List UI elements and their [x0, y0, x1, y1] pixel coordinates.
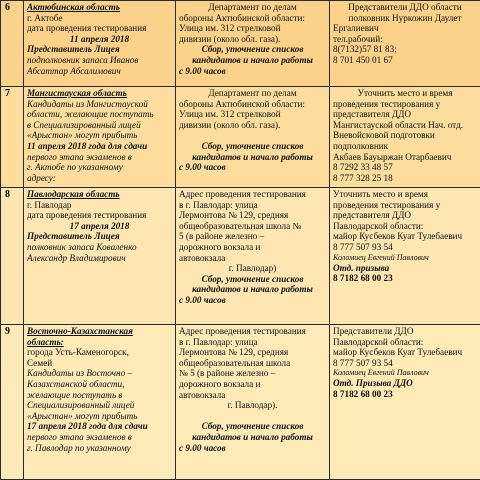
gather-note: Сбор, уточнение списков [179, 44, 326, 55]
contact-line: Акбаев Бауыржан Отарбаевич [333, 152, 477, 163]
contact-line: представителя ДДО [333, 109, 477, 120]
address-line: автовокзала [179, 390, 326, 401]
region-line: «Арыстан» могут прибыть [27, 130, 172, 141]
contact-cell [330, 188, 480, 325]
contact-phone: 8 701 450 01 67 [333, 55, 477, 66]
contact-phone: 8 7292 33 48 57 [333, 162, 477, 173]
gather-note: кандидатов и начало работы [179, 432, 326, 443]
region-line: желающие поступать в [27, 390, 172, 401]
region-line: города Усть-Каменогорск, [27, 347, 172, 358]
contact-line: Коломиец Евгений Павлович [333, 253, 477, 263]
contact-line: проведения тестирования у [333, 99, 477, 110]
address-line: Департамент по делам [179, 88, 326, 99]
contact-line: Ергалиевич [333, 23, 477, 34]
contact-line: Павлодарской области: [333, 337, 477, 348]
address-line: г. Павлодар). [179, 400, 326, 411]
contact-line: Отд. Призыва ДДО [333, 378, 477, 389]
address-cell [176, 188, 330, 325]
row-number: 7 [1, 87, 24, 188]
gather-note: кандидатов и начало работы [179, 55, 326, 66]
row-number: 6 [1, 1, 24, 87]
address-line: Улица им. 312 стрелковой [179, 23, 326, 34]
test-date: 17 апреля 2018 года для сдачи [27, 421, 172, 432]
region-name: Павлодарская область [27, 189, 172, 200]
address-cell [176, 325, 330, 480]
region-line: г. Актобе по указанному [27, 162, 172, 173]
contact-phone: 8 7182 68 00 23 [333, 273, 477, 284]
date-label: дата проведения тестирования [27, 210, 172, 221]
address-line: в г. Павлодар: улица [179, 200, 326, 211]
gather-time: с 9.00 часов [179, 66, 326, 77]
region-line: «Арыстан» могут прибыть [27, 411, 172, 422]
region-line: первого этапа экзаменов в [27, 432, 172, 443]
gather-time: с 9.00 часов [179, 162, 326, 173]
contact-phone: 8 777 507 93 54 [333, 242, 477, 253]
contact-line: полковник Нуркожин Даулет [333, 13, 477, 24]
address-line: обороны Актюбинской области: [179, 13, 326, 24]
test-date: 17 апреля 2018 [27, 221, 172, 232]
table-row [1, 188, 480, 325]
address-line: дивизии (около обл. газа). [179, 120, 326, 131]
city: г. Актобе [27, 13, 172, 24]
rep-name: Александр Владимирович [27, 253, 172, 264]
region-cell [24, 87, 176, 188]
address-line: Лермонтова № 129, средняя [179, 210, 326, 221]
contact-line: Коломиец Евгений Павлович [333, 368, 477, 378]
test-date: 11 апреля 2018 [27, 34, 172, 45]
region-name: Актюбинская область [27, 2, 172, 13]
contact-line: Уточнить место и время [333, 189, 477, 200]
rep-rank: полковник запаса Коваленко [27, 242, 172, 253]
test-date: 11 апреля 2018 года для сдачи [27, 141, 172, 152]
region-cell [24, 325, 176, 480]
contact-line: представителя ДДО [333, 210, 477, 221]
rep-title: Представитель Лицея [27, 44, 172, 55]
gather-note: кандидатов и начало работы [179, 284, 326, 295]
gather-note: кандидатов и начало работы [179, 152, 326, 163]
contact-cell [330, 1, 480, 87]
address-line: 5 (в районе железно – [179, 231, 326, 242]
region-line: адресу: [27, 173, 172, 184]
contact-line: Павлодарской области: [333, 221, 477, 232]
contact-line: майор Кусбеков Куат Тулебаевич [333, 347, 477, 358]
contact-cell [330, 325, 480, 480]
gather-time: с 9.00 часов [179, 443, 326, 454]
row-number: 9 [1, 325, 24, 480]
contact-line: подполковник [333, 141, 477, 152]
contact-phone: 8 777 507 93 54 [333, 358, 477, 369]
region-line: Кандидаты из Восточно – [27, 368, 172, 379]
contact-line: Мангистауской области Нач. отд. [333, 120, 477, 131]
region-name: область: [27, 337, 172, 348]
contact-line: Вневойсковой подготовки [333, 130, 477, 141]
rep-rank: подполковник запаса Иванов [27, 55, 172, 66]
region-line: области, желающие поступать [27, 109, 172, 120]
address-line: дивизии (около обл. газа). [179, 34, 326, 45]
address-line: общеобразовательная школа [179, 358, 326, 369]
address-line: дорожного вокзала и [179, 242, 326, 253]
contact-phone: 8 7182 68 00 23 [333, 389, 477, 400]
address-line: дорожного вокзала и [179, 379, 326, 390]
gather-note: Сбор, уточнение списков [179, 141, 326, 152]
region-line: г. Павлодар по указанному [27, 443, 172, 454]
city: г. Павлодар [27, 200, 172, 211]
region-line: Казахстанской области, [27, 379, 172, 390]
rep-title: Представитель Лицея [27, 231, 172, 242]
contact-line: Уточнить место и время [333, 88, 477, 99]
address-line: Адрес проведения тестирования [179, 189, 326, 200]
address-line: Улица им. 312 стрелковой [179, 109, 326, 120]
contact-cell [330, 87, 480, 188]
rep-name: Абсаттар Абсалимович [27, 66, 172, 77]
address-line: общеобразовательная школа № [179, 221, 326, 232]
region-line: Специализированный лицей [27, 400, 172, 411]
address-cell [176, 87, 330, 188]
region-line: в Специализированный лицей [27, 120, 172, 131]
contact-line: проведения тестирования у [333, 200, 477, 211]
contact-line: Представители ДДО [333, 326, 477, 337]
region-line: первого этапа экзаменов в [27, 152, 172, 163]
contact-line: тел.рабочий: [333, 34, 477, 45]
address-line: обороны Актюбинской области: [179, 99, 326, 110]
region-cell [24, 188, 176, 325]
address-cell [176, 1, 330, 87]
gather-note: Сбор, уточнение списков [179, 274, 326, 285]
contact-line: майор Кусбеков Куат Тулебаевич [333, 231, 477, 242]
region-cell [24, 1, 176, 87]
address-line: № 5 (в районе железно – [179, 368, 326, 379]
table-row [1, 87, 480, 188]
contact-line: Отд. призыва [333, 263, 477, 274]
table-row [1, 325, 480, 480]
row-number: 8 [1, 188, 24, 325]
address-line: автовокзала [179, 253, 326, 264]
gather-time: с 9.00 часов [179, 295, 326, 306]
gather-note: Сбор, уточнение списков [179, 421, 326, 432]
table-row [1, 1, 480, 87]
address-line: Адрес проведения тестирования [179, 326, 326, 337]
region-name: Восточно-Казахстанская [27, 326, 172, 337]
contact-line: Представители ДДО области [333, 2, 477, 13]
region-line: Семей [27, 358, 172, 369]
address-line: Департамент по делам [179, 2, 326, 13]
address-line: г. Павлодар) [179, 263, 326, 274]
region-line: Кандидаты из Мангистауской [27, 99, 172, 110]
contact-phone: 8 777 328 25 18 [333, 173, 477, 184]
address-line: Лермонтова № 129, средняя [179, 347, 326, 358]
address-line: в г. Павлодар: улица [179, 337, 326, 348]
date-label: дата проведения тестирования [27, 23, 172, 34]
region-name: Мангистауская область [27, 88, 172, 99]
contact-phone: 8(7132)57 81 83; [333, 44, 477, 55]
